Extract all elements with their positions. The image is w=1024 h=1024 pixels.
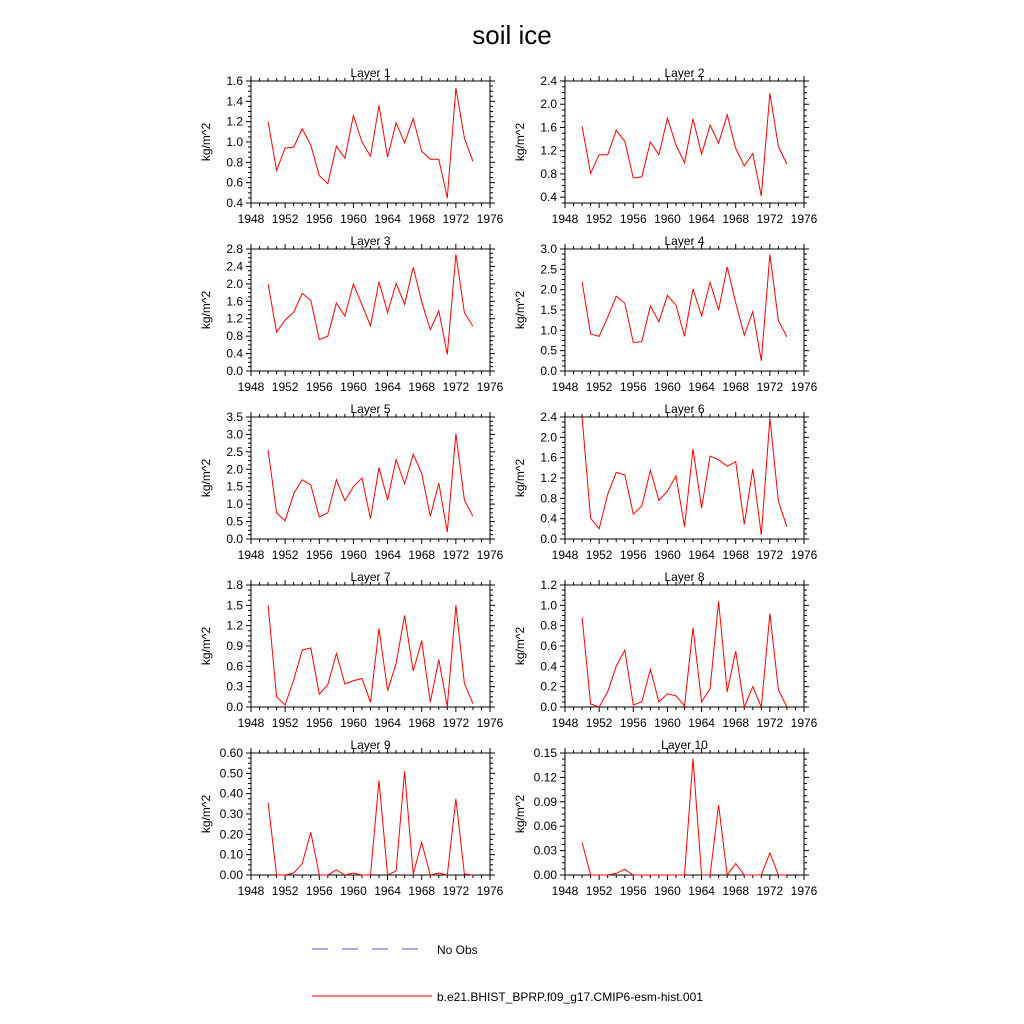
y-tick-label: 2.0 (540, 430, 557, 445)
plot-frame (565, 585, 804, 707)
x-tick-label: 1948 (237, 884, 265, 898)
x-tick-label: 1952 (271, 212, 299, 226)
x-tick-label: 1972 (442, 548, 470, 562)
x-tick-label: 1956 (619, 212, 647, 226)
panel-layer-9 (199, 738, 504, 898)
y-tick-label: 3.0 (226, 427, 243, 442)
panel-layer-7 (199, 570, 504, 730)
y-tick-label: 0.0 (226, 364, 243, 378)
x-tick-label: 1964 (374, 716, 401, 730)
x-tick-label: 1976 (476, 548, 504, 562)
plot-frame (251, 81, 490, 203)
y-tick-label: 0.60 (219, 746, 243, 760)
x-tick-label: 1972 (756, 716, 784, 730)
y-tick-label: 0.00 (219, 868, 243, 882)
series-line (268, 88, 473, 198)
y-tick-label: 0.30 (219, 807, 243, 821)
x-tick-label: 1956 (305, 548, 333, 562)
x-tick-label: 1960 (340, 212, 367, 226)
y-tick-label: 0.2 (540, 679, 557, 694)
x-tick-label: 1960 (654, 884, 681, 898)
x-tick-label: 1972 (442, 380, 470, 394)
x-tick-label: 1964 (374, 884, 401, 898)
y-tick-label: 2.0 (540, 97, 557, 112)
y-tick-label: 1.2 (226, 311, 243, 326)
x-tick-label: 1964 (374, 380, 401, 394)
y-tick-label: 0.8 (226, 155, 243, 170)
panel-layer-3 (199, 234, 504, 394)
y-tick-label: 0.03 (533, 843, 557, 858)
panel-title: Layer 5 (350, 402, 391, 416)
x-tick-label: 1964 (688, 884, 715, 898)
x-tick-label: 1956 (619, 884, 647, 898)
x-tick-label: 1964 (374, 548, 401, 562)
y-tick-label: 0.5 (226, 514, 243, 529)
y-tick-label: 0.0 (540, 700, 557, 714)
y-tick-label: 0.8 (540, 491, 557, 506)
y-tick-label: 2.5 (540, 262, 557, 277)
panel-title: Layer 8 (664, 570, 705, 584)
y-tick-label: 1.0 (540, 323, 557, 338)
y-tick-label: 0.6 (226, 175, 243, 190)
x-tick-label: 1968 (722, 716, 750, 730)
plot-frame (251, 585, 490, 707)
x-tick-label: 1948 (237, 548, 265, 562)
panel-layer-4 (513, 234, 818, 394)
y-tick-label: 0.3 (226, 679, 243, 694)
y-axis-label: kg/m^2 (513, 122, 527, 162)
x-tick-label: 1972 (442, 212, 470, 226)
y-tick-label: 2.4 (540, 410, 557, 424)
x-tick-label: 1956 (305, 212, 333, 226)
plot-frame (251, 249, 490, 371)
y-tick-label: 0.20 (219, 827, 243, 842)
y-axis-label: kg/m^2 (199, 458, 213, 498)
x-tick-label: 1952 (585, 716, 613, 730)
y-tick-label: 0.8 (540, 166, 557, 181)
y-tick-label: 1.2 (540, 143, 557, 158)
y-tick-label: 0.40 (219, 786, 243, 801)
x-tick-label: 1972 (756, 548, 784, 562)
x-tick-label: 1960 (654, 548, 681, 562)
y-tick-label: 2.4 (226, 259, 243, 274)
panel-layer-2 (513, 66, 818, 226)
x-tick-label: 1964 (688, 380, 715, 394)
x-tick-label: 1976 (790, 212, 818, 226)
y-tick-label: 0.4 (540, 190, 557, 205)
x-tick-label: 1960 (654, 716, 681, 730)
x-tick-label: 1952 (585, 212, 613, 226)
y-tick-label: 0.0 (540, 532, 557, 546)
y-axis-label: kg/m^2 (513, 794, 527, 834)
panel-title: Layer 3 (350, 234, 391, 248)
panels (199, 66, 818, 898)
y-tick-label: 2.5 (226, 444, 243, 459)
x-tick-label: 1948 (551, 380, 579, 394)
y-tick-label: 0.4 (540, 659, 557, 674)
x-tick-label: 1968 (722, 884, 750, 898)
y-tick-label: 1.0 (226, 497, 243, 512)
x-tick-label: 1952 (271, 548, 299, 562)
series-line (582, 417, 787, 535)
panel-title: Layer 4 (664, 234, 705, 248)
x-tick-label: 1956 (305, 716, 333, 730)
x-tick-label: 1976 (476, 716, 504, 730)
x-tick-label: 1948 (237, 716, 265, 730)
x-tick-label: 1972 (756, 884, 784, 898)
x-tick-label: 1948 (551, 884, 579, 898)
x-tick-label: 1968 (722, 380, 750, 394)
y-tick-label: 1.4 (226, 94, 243, 109)
x-tick-label: 1956 (619, 716, 647, 730)
y-tick-label: 1.2 (540, 578, 557, 592)
y-tick-label: 0.00 (533, 868, 557, 882)
series-line (268, 605, 473, 706)
x-tick-label: 1968 (722, 548, 750, 562)
x-tick-label: 1964 (688, 212, 715, 226)
y-tick-label: 0.8 (540, 618, 557, 633)
x-tick-label: 1952 (271, 380, 299, 394)
y-tick-label: 0.9 (226, 639, 243, 653)
y-tick-label: 1.8 (226, 578, 243, 592)
y-tick-label: 2.8 (226, 242, 243, 256)
y-tick-label: 0.0 (540, 364, 557, 378)
x-tick-label: 1956 (305, 884, 333, 898)
y-tick-label: 1.2 (226, 114, 243, 129)
x-tick-label: 1976 (476, 380, 504, 394)
legend (312, 943, 703, 1004)
y-tick-label: 1.0 (540, 598, 557, 613)
x-tick-label: 1952 (271, 884, 299, 898)
y-tick-label: 2.0 (226, 462, 243, 477)
x-tick-label: 1964 (374, 212, 401, 226)
panel-title: Layer 1 (350, 66, 391, 80)
x-tick-label: 1960 (340, 884, 367, 898)
x-tick-label: 1960 (654, 380, 681, 394)
panel-layer-10 (513, 738, 818, 898)
x-tick-label: 1968 (408, 548, 436, 562)
y-tick-label: 1.6 (226, 294, 243, 309)
y-tick-label: 0.8 (226, 329, 243, 344)
y-tick-label: 0.5 (540, 343, 557, 358)
y-tick-label: 1.2 (540, 471, 557, 485)
x-tick-label: 1972 (756, 380, 784, 394)
y-tick-label: 0.0 (226, 700, 243, 714)
x-tick-label: 1960 (340, 380, 367, 394)
x-tick-label: 1948 (551, 716, 579, 730)
x-tick-label: 1952 (271, 716, 299, 730)
panel-title: Layer 7 (350, 570, 391, 584)
x-tick-label: 1976 (790, 380, 818, 394)
y-tick-label: 0.10 (219, 847, 243, 862)
series-line (582, 759, 787, 875)
x-tick-label: 1968 (408, 716, 436, 730)
series-line (582, 93, 787, 196)
x-tick-label: 1956 (619, 548, 647, 562)
y-tick-label: 1.2 (226, 618, 243, 633)
series-line (582, 601, 787, 707)
x-tick-label: 1956 (305, 380, 333, 394)
y-tick-label: 1.5 (540, 303, 557, 317)
y-tick-label: 0.4 (226, 346, 243, 361)
x-tick-label: 1976 (476, 212, 504, 226)
y-tick-label: 0.4 (226, 196, 243, 210)
y-axis-label: kg/m^2 (513, 458, 527, 498)
legend-no-obs-label: No Obs (437, 943, 478, 957)
y-tick-label: 2.4 (540, 74, 557, 88)
x-tick-label: 1972 (442, 716, 470, 730)
y-tick-label: 2.0 (226, 276, 243, 291)
y-tick-label: 1.6 (540, 120, 557, 135)
x-tick-label: 1976 (790, 548, 818, 562)
plot-frame (565, 249, 804, 371)
y-axis-label: kg/m^2 (513, 290, 527, 330)
y-tick-label: 1.6 (540, 450, 557, 465)
x-tick-label: 1972 (442, 884, 470, 898)
y-axis-label: kg/m^2 (199, 794, 213, 834)
x-tick-label: 1952 (585, 884, 613, 898)
plot-frame (251, 417, 490, 539)
y-axis-label: kg/m^2 (199, 290, 213, 330)
x-tick-label: 1968 (408, 380, 436, 394)
y-tick-label: 3.5 (226, 410, 243, 424)
x-tick-label: 1956 (619, 380, 647, 394)
panel-title: Layer 9 (350, 738, 391, 752)
x-tick-label: 1948 (551, 548, 579, 562)
x-tick-label: 1948 (237, 380, 265, 394)
y-tick-label: 2.0 (540, 282, 557, 297)
y-tick-label: 0.12 (533, 770, 557, 785)
y-tick-label: 0.06 (533, 819, 557, 834)
plot-frame (565, 81, 804, 203)
y-tick-label: 3.0 (540, 242, 557, 256)
y-tick-label: 1.5 (226, 479, 243, 494)
y-tick-label: 0.4 (540, 511, 557, 526)
panel-layer-6 (513, 402, 818, 562)
x-tick-label: 1976 (790, 716, 818, 730)
y-tick-label: 1.0 (226, 135, 243, 149)
x-tick-label: 1952 (585, 548, 613, 562)
panel-layer-8 (513, 570, 818, 730)
y-axis-label: kg/m^2 (199, 626, 213, 666)
x-tick-label: 1952 (585, 380, 613, 394)
series-line (268, 434, 473, 532)
y-tick-label: 0.15 (533, 746, 557, 760)
series-line (582, 254, 787, 360)
x-tick-label: 1968 (722, 212, 750, 226)
panel-title: Layer 2 (664, 66, 705, 80)
legend-model-label: b.e21.BHIST_BPRP.f09_g17.CMIP6-esm-hist.001 (437, 990, 703, 1004)
y-tick-label: 0.6 (540, 639, 557, 653)
panel-layer-1 (199, 66, 504, 226)
y-axis-label: kg/m^2 (513, 626, 527, 666)
x-tick-label: 1964 (688, 548, 715, 562)
panel-title: Layer 10 (661, 738, 708, 752)
series-line (268, 771, 473, 875)
x-tick-label: 1948 (237, 212, 265, 226)
y-tick-label: 0.0 (226, 532, 243, 546)
y-axis-label: kg/m^2 (199, 122, 213, 162)
x-tick-label: 1960 (340, 716, 367, 730)
x-tick-label: 1960 (340, 548, 367, 562)
y-tick-label: 1.5 (226, 598, 243, 613)
x-tick-label: 1964 (688, 716, 715, 730)
x-tick-label: 1976 (790, 884, 818, 898)
figure-title: soil ice (472, 20, 552, 50)
y-tick-label: 0.50 (219, 766, 243, 781)
panel-layer-5 (199, 402, 504, 562)
x-tick-label: 1976 (476, 884, 504, 898)
y-tick-label: 0.09 (533, 794, 557, 809)
y-tick-label: 0.6 (226, 659, 243, 674)
series-line (268, 254, 473, 354)
x-tick-label: 1948 (551, 212, 579, 226)
x-tick-label: 1968 (408, 212, 436, 226)
x-tick-label: 1972 (756, 212, 784, 226)
panel-title: Layer 6 (664, 402, 705, 416)
x-tick-label: 1960 (654, 212, 681, 226)
x-tick-label: 1968 (408, 884, 436, 898)
y-tick-label: 1.6 (226, 74, 243, 88)
